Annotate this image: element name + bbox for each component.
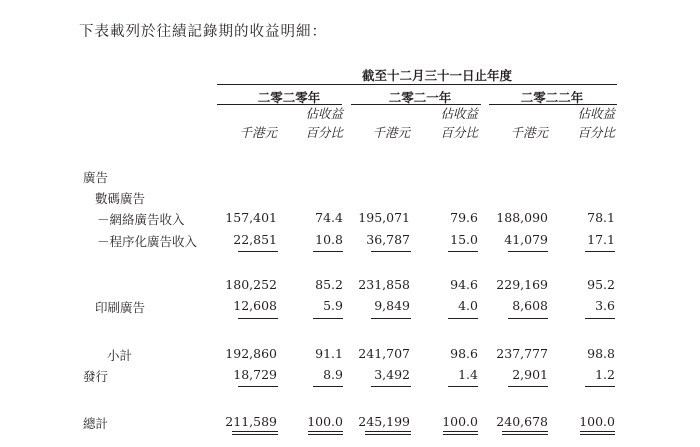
- cell-value: 8,608: [512, 298, 548, 313]
- digital-subtotal-underline: [238, 251, 278, 252]
- total-underline: [313, 386, 343, 387]
- cell-value: 192,860: [225, 346, 277, 361]
- row-label-distribution: 發行: [83, 369, 109, 384]
- total-double-underline: [443, 431, 478, 435]
- advertising-subtotal-underline: [448, 318, 478, 319]
- pct-header-2020-line2: 百分比: [305, 125, 343, 140]
- cell-value: 245,199: [358, 414, 410, 429]
- cell-value: 3.6: [595, 298, 615, 313]
- pct-header-2021-line2: 百分比: [440, 125, 478, 140]
- cell-value: 100.0: [442, 414, 478, 429]
- digital-subtotal-underline: [313, 251, 343, 252]
- digital-subtotal-underline: [448, 251, 478, 252]
- cell-value: 3,492: [374, 367, 410, 382]
- period-header: 截至十二月三十一日止年度: [361, 68, 512, 83]
- cell-value: 79.6: [450, 210, 478, 225]
- intro-text: 下表載列於往績記錄期的收益明細：: [79, 24, 327, 40]
- cell-value: 22,851: [233, 232, 277, 247]
- cell-value: 85.2: [315, 277, 343, 292]
- pct-header-2021-line1: 佔收益: [440, 106, 478, 121]
- year-2020: 二零二零年: [257, 90, 321, 105]
- cell-value: 18,729: [233, 367, 277, 382]
- cell-value: 211,589: [225, 414, 277, 429]
- cell-value: 74.4: [315, 210, 343, 225]
- row-label-programmatic-ad-revenue: －程序化廣告收入: [97, 234, 198, 249]
- advertising-subtotal-underline: [238, 318, 278, 319]
- cell-value: 229,169: [496, 277, 548, 292]
- cell-value: 10.8: [315, 232, 343, 247]
- advertising-subtotal-underline: [585, 318, 615, 319]
- row-label-digital-advertising: 數碼廣告: [95, 191, 146, 206]
- total-underline: [448, 386, 478, 387]
- pct-header-2022-line1: 佔收益: [577, 106, 615, 121]
- cell-value: 91.1: [315, 346, 343, 361]
- digital-subtotal-underline: [371, 251, 411, 252]
- cell-value: 4.0: [458, 298, 478, 313]
- advertising-subtotal-underline: [371, 318, 411, 319]
- cell-value: 180,252: [225, 277, 277, 292]
- digital-subtotal-underline: [585, 251, 615, 252]
- row-label-advertising: 廣告: [83, 170, 109, 185]
- total-double-underline: [580, 431, 615, 435]
- total-double-underline: [502, 431, 548, 435]
- row-label-subtotal: 小計: [107, 348, 133, 363]
- year-2022: 二零二二年: [520, 90, 584, 105]
- total-underline: [585, 386, 615, 387]
- total-underline: [238, 386, 278, 387]
- total-underline: [508, 386, 548, 387]
- cell-value: 195,071: [358, 210, 410, 225]
- cell-value: 15.0: [450, 232, 478, 247]
- total-double-underline: [308, 431, 343, 435]
- cell-value: 240,678: [496, 414, 548, 429]
- cell-value: 78.1: [587, 210, 615, 225]
- total-double-underline: [365, 431, 411, 435]
- cell-value: 1.4: [458, 367, 478, 382]
- pct-header-2022-line2: 百分比: [577, 125, 615, 140]
- cell-value: 231,858: [358, 277, 410, 292]
- unit-header-2022: 千港元: [510, 125, 548, 140]
- advertising-subtotal-underline: [313, 318, 343, 319]
- cell-value: 157,401: [225, 210, 277, 225]
- cell-value: 188,090: [496, 210, 548, 225]
- cell-value: 41,079: [504, 232, 548, 247]
- total-underline: [371, 386, 411, 387]
- cell-value: 100.0: [307, 414, 343, 429]
- cell-value: 1.2: [595, 367, 615, 382]
- advertising-subtotal-underline: [508, 318, 548, 319]
- cell-value: 17.1: [587, 232, 615, 247]
- pct-header-2020-line1: 佔收益: [305, 106, 343, 121]
- cell-value: 36,787: [366, 232, 410, 247]
- year-2021: 二零二一年: [388, 90, 452, 105]
- cell-value: 5.9: [323, 298, 343, 313]
- cell-value: 95.2: [587, 277, 615, 292]
- total-double-underline: [232, 431, 278, 435]
- row-label-online-ad-revenue: －網絡廣告收入: [97, 212, 185, 227]
- row-label-print-advertising: 印刷廣告: [95, 300, 146, 315]
- cell-value: 237,777: [496, 346, 548, 361]
- cell-value: 9,849: [374, 298, 410, 313]
- unit-header-2021: 千港元: [372, 125, 410, 140]
- cell-value: 2,901: [512, 367, 548, 382]
- cell-value: 100.0: [579, 414, 615, 429]
- cell-value: 12,608: [233, 298, 277, 313]
- cell-value: 241,707: [358, 346, 410, 361]
- row-label-total: 總計: [83, 416, 109, 431]
- cell-value: 8.9: [323, 367, 343, 382]
- period-underline: [217, 84, 617, 85]
- digital-subtotal-underline: [508, 251, 548, 252]
- cell-value: 98.6: [450, 346, 478, 361]
- cell-value: 94.6: [450, 277, 478, 292]
- cell-value: 98.8: [587, 346, 615, 361]
- unit-header-2020: 千港元: [239, 125, 277, 140]
